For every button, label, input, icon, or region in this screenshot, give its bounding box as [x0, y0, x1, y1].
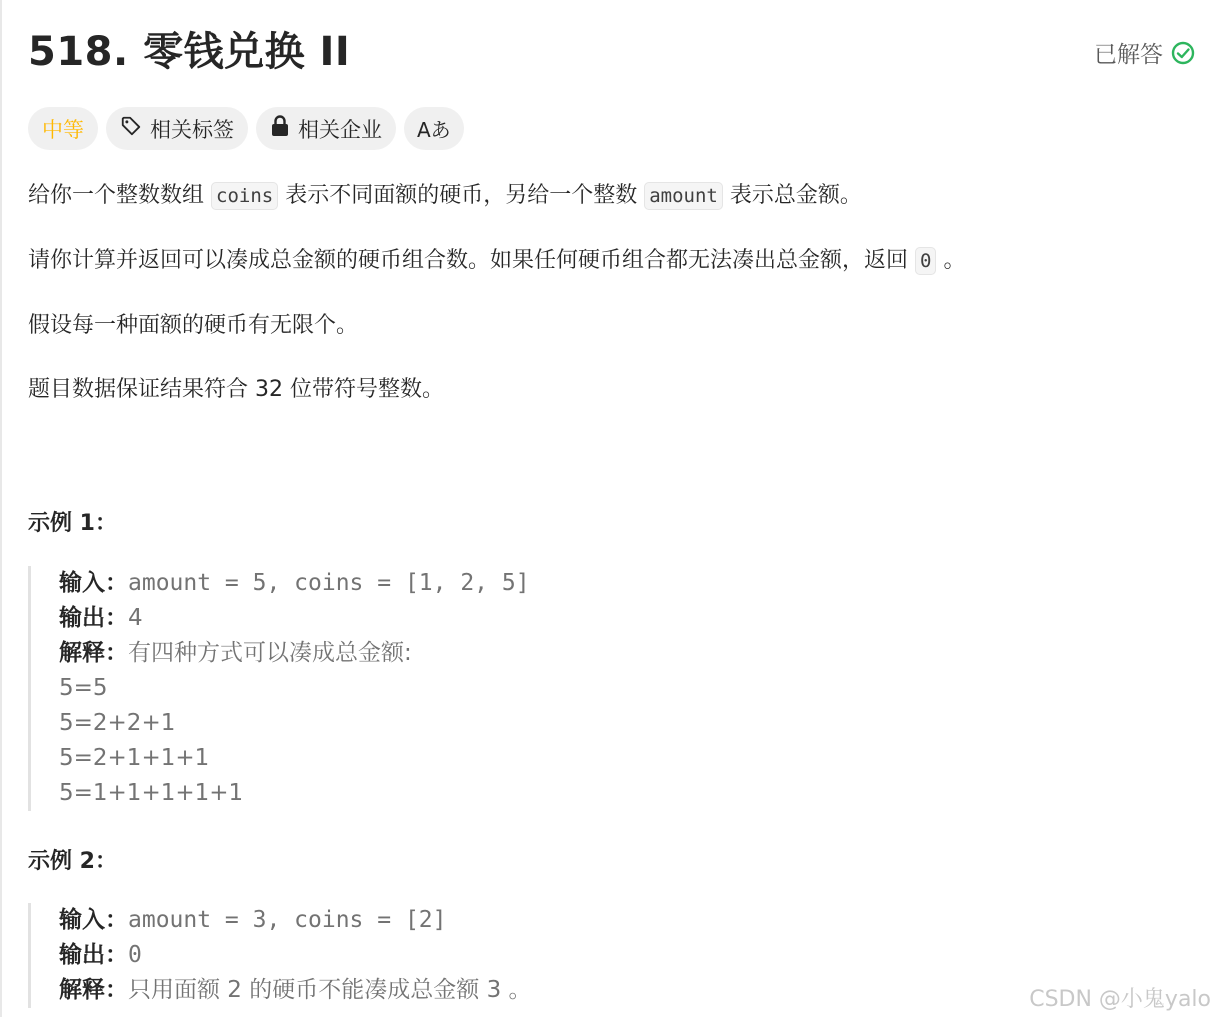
example-1-detail-line: 5=2+2+1 [59, 710, 176, 736]
inline-code-amount: amount [644, 182, 723, 210]
description-paragraph-4: 题目数据保证结果符合 32 位带符号整数。 [28, 377, 444, 402]
translate-icon: Aあ [417, 118, 451, 142]
related-tags-button[interactable] [106, 107, 248, 150]
difficulty-label: 中等 [42, 117, 84, 142]
description-paragraph-1: 给你一个整数数组 coins 表示不同面额的硬币，另给一个整数 amount 表示总金额。 [28, 183, 862, 208]
example-1-detail-line: 5=2+1+1+1 [59, 745, 210, 771]
translate-button[interactable] [404, 107, 464, 150]
related-tags-label: 相关标签 [150, 117, 234, 142]
tag-bar [28, 107, 464, 150]
page-title: 518. 零钱兑换 II [28, 29, 351, 75]
example-2-explanation: 解释：只用面额 2 的硬币不能凑成总金额 3 。 [59, 977, 532, 1003]
difficulty-badge[interactable] [28, 107, 98, 150]
solved-status [1094, 36, 1195, 69]
lock-icon [270, 115, 290, 142]
solved-label: 已解答 [1094, 42, 1163, 68]
description-paragraph-2: 请你计算并返回可以凑成总金额的硬币组合数。如果任何硬币组合都无法凑出总金额，返回 0 。 [28, 248, 966, 273]
example-2-title: 示例 2： [28, 849, 117, 874]
example-1-detail-line: 5=1+1+1+1+1 [59, 780, 244, 806]
example-1-title: 示例 1： [28, 511, 117, 536]
example-1-explanation: 解释：有四种方式可以凑成总金额: [59, 640, 412, 666]
example-2-output: 输出：0 [59, 942, 142, 968]
inline-code-coins: coins [211, 182, 278, 210]
example-1-input: 输入：amount = 5, coins = [1, 2, 5] [59, 570, 530, 596]
example-2-block [28, 903, 728, 1008]
example-1-detail-line: 5=5 [59, 675, 108, 701]
inline-code-zero: 0 [915, 247, 936, 275]
panel-left-border [0, 0, 2, 1017]
example-1-block [28, 566, 728, 811]
example-1-output: 输出：4 [59, 605, 143, 631]
description-paragraph-3: 假设每一种面额的硬币有无限个。 [28, 313, 359, 338]
example-2-input: 输入：amount = 3, coins = [2] [59, 907, 447, 933]
tag-icon [120, 115, 142, 142]
watermark: CSDN @小鬼yalo [1029, 987, 1211, 1012]
related-companies-label: 相关企业 [298, 117, 382, 142]
check-circle-icon [1171, 41, 1195, 65]
related-companies-button[interactable] [256, 107, 396, 150]
